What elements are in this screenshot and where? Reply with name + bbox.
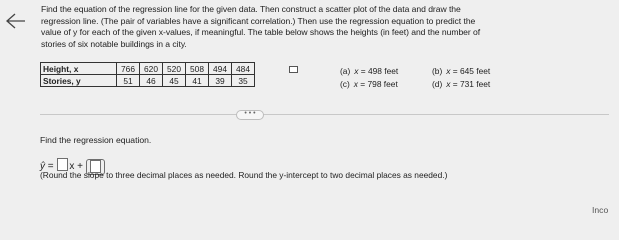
- table-cell: 766: [117, 63, 140, 75]
- table-cell: 41: [186, 75, 209, 87]
- plus-sign: +: [74, 161, 86, 172]
- rounding-instruction: (Round the slope to three decimal places as needed. Round the y-intercept to two decimal places as needed.): [40, 170, 448, 180]
- table-cell: 39: [209, 75, 232, 87]
- problem-line: stories of six notable buildings in a city.: [41, 38, 187, 49]
- option-var: x: [446, 79, 451, 89]
- problem-line: regression line. (The pair of variables have a significant correlation.) Then use the regression equation to predict the: [41, 15, 476, 26]
- option-var: x: [446, 66, 451, 76]
- table-cell: 45: [163, 75, 186, 87]
- option-label: (a): [340, 66, 351, 76]
- incorrect-status-button[interactable]: Inco: [592, 205, 609, 215]
- data-table: [40, 62, 255, 87]
- row-header-height: Height, x: [41, 63, 117, 75]
- option-a: [340, 66, 398, 76]
- table-row-height: [41, 63, 255, 75]
- expand-more-button[interactable]: • • •: [236, 110, 264, 120]
- table-cell: 35: [232, 75, 255, 87]
- table-cell: 46: [140, 75, 163, 87]
- option-c: [340, 79, 398, 89]
- y-hat-symbol: ŷ: [40, 161, 45, 172]
- table-row-stories: [41, 75, 255, 87]
- problem-line: Find the equation of the regression line for the given data. Then construct a scatter plot of the data and draw the: [41, 4, 461, 14]
- table-cell: 494: [209, 63, 232, 75]
- option-value: = 798 feet: [357, 79, 398, 89]
- section-divider: [40, 114, 609, 115]
- option-label: (b): [432, 66, 443, 76]
- table-cell: 520: [163, 63, 186, 75]
- problem-line: value of y for each of the given x-values, if meaningful. The table below shows the heights (in feet) and the number of: [41, 27, 481, 38]
- row-header-stories: Stories, y: [41, 75, 117, 87]
- option-label: (d): [432, 79, 443, 89]
- x-variable: x: [69, 161, 75, 172]
- table-cell: 51: [117, 75, 140, 87]
- problem-statement: [41, 4, 613, 50]
- option-var: x: [354, 66, 359, 76]
- equals-sign: =: [45, 161, 57, 172]
- table-copy-icon[interactable]: [289, 66, 298, 73]
- table-cell: 484: [232, 63, 255, 75]
- option-value: = 498 feet: [358, 66, 399, 76]
- option-var: x: [353, 79, 358, 89]
- option-label: (c): [340, 79, 350, 89]
- back-arrow-icon[interactable]: [4, 11, 26, 31]
- option-value: = 645 feet: [450, 66, 491, 76]
- option-b: [432, 66, 490, 76]
- option-value: = 731 feet: [450, 79, 491, 89]
- option-d: [432, 79, 490, 89]
- question-prompt: Find the regression equation.: [40, 135, 152, 145]
- table-cell: 620: [140, 63, 163, 75]
- table-cell: 508: [186, 63, 209, 75]
